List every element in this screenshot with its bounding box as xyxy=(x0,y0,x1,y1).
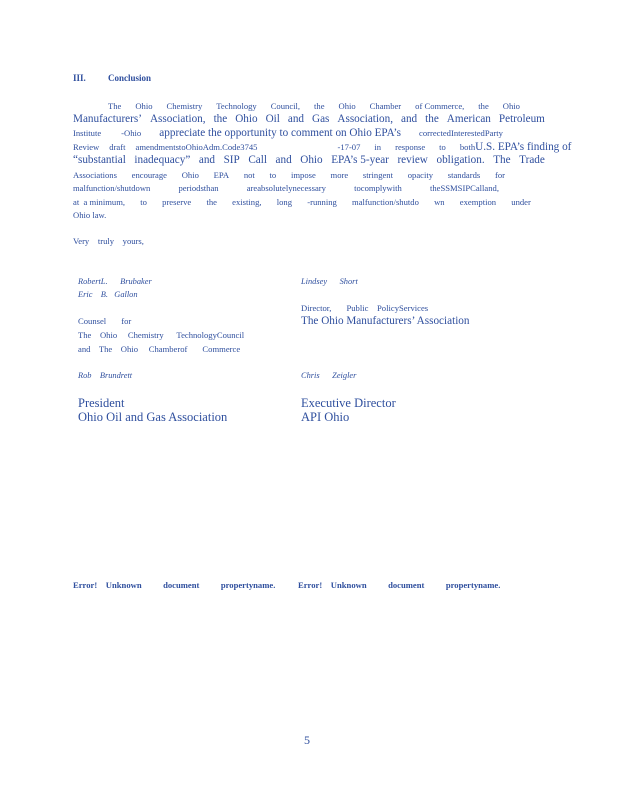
word: Ohio xyxy=(300,154,323,166)
word: Chemistry xyxy=(166,101,203,111)
signature-name-zeigler: Chris Zeigler xyxy=(301,371,357,380)
signature-name-brubaker: RobertL. Brubaker xyxy=(78,277,152,286)
word: Ohio xyxy=(181,170,199,180)
paragraph-line-8 xyxy=(73,197,531,207)
signature-org-manufacturers: The Ohio Manufacturers’ Association xyxy=(301,315,470,327)
word: The xyxy=(108,101,122,111)
word: to xyxy=(269,170,277,180)
word: standards xyxy=(447,170,481,180)
word: stringent xyxy=(362,170,393,180)
signature-title-president: President xyxy=(78,396,125,410)
word: -Ohio xyxy=(121,128,142,138)
word: Trade xyxy=(519,154,545,166)
paragraph-line-1 xyxy=(108,101,520,111)
word: Association, xyxy=(149,113,206,125)
word: the xyxy=(206,197,217,207)
signature-org-oil-gas: Ohio Oil and Gas Association xyxy=(78,410,228,424)
word: both xyxy=(459,142,476,152)
word: the xyxy=(478,101,489,111)
signature-org-api-ohio: API Ohio xyxy=(301,410,350,424)
word: areabsolutelynecessary xyxy=(246,183,326,193)
word: -running xyxy=(307,197,337,207)
word: Petroleum xyxy=(498,113,545,125)
signature-name-short: Lindsey Short xyxy=(301,277,358,286)
word: Ohio xyxy=(135,101,153,111)
word: opacity xyxy=(407,170,434,180)
word: more xyxy=(330,170,349,180)
word: EPA xyxy=(213,170,230,180)
word: Institute xyxy=(73,128,102,138)
footer-error-2: Error! Unknown document propertyname. xyxy=(298,580,501,590)
word: Chamber xyxy=(369,101,402,111)
page-number: 5 xyxy=(304,733,310,747)
word: malfunction/shutdown xyxy=(73,183,151,193)
signature-org-chamber: and The Ohio Chamberof Commerce xyxy=(78,344,241,354)
word: the xyxy=(213,113,228,125)
word: SIP xyxy=(223,154,240,166)
word: inadequacy” xyxy=(134,154,191,166)
word: for xyxy=(494,170,505,180)
word: amendmentstoOhioAdm.Code3745 xyxy=(135,142,258,152)
signature-title-counsel: Counsel for xyxy=(78,316,132,326)
word: periodsthan xyxy=(178,183,219,193)
word: and xyxy=(198,154,216,166)
word: existing, xyxy=(232,197,262,207)
signature-org-chemistry: The Ohio Chemistry TechnologyCouncil xyxy=(78,330,245,340)
word: exemption xyxy=(459,197,497,207)
signature-name-gallon: Eric B. Gallon xyxy=(78,290,138,299)
word: draft xyxy=(109,142,126,152)
section-number: III. xyxy=(73,73,86,83)
word: and xyxy=(275,154,292,166)
closing: Very truly yours, xyxy=(73,236,144,246)
word: of Commerce, xyxy=(415,101,465,111)
word: obligation. xyxy=(436,154,485,166)
word: Gas xyxy=(312,113,330,125)
word: at a minimum, xyxy=(73,197,126,207)
word: Ohio xyxy=(235,113,258,125)
word: encourage xyxy=(131,170,167,180)
paragraph-line-3-end: correctedInterestedParty xyxy=(419,128,503,138)
word: Association, xyxy=(337,113,394,125)
word: Review xyxy=(73,142,100,152)
paragraph-line-4-end: U.S. EPA’s finding of xyxy=(475,141,572,153)
word: long xyxy=(276,197,293,207)
paragraph-line-3 xyxy=(73,127,545,139)
signature-title-director: Director, Public PolicyServices xyxy=(301,303,429,313)
paragraph-line-5 xyxy=(73,154,545,166)
word: review xyxy=(397,154,428,166)
word: Ohio xyxy=(502,101,520,111)
signature-name-brundrett: Rob Brundrett xyxy=(78,371,133,380)
word: -17-07 xyxy=(337,142,361,152)
word: under xyxy=(511,197,531,207)
signature-title-executive-director: Executive Director xyxy=(301,396,396,410)
paragraph-line-4 xyxy=(73,141,572,153)
word: The xyxy=(493,154,511,166)
word: to xyxy=(140,197,147,207)
word: Council, xyxy=(270,101,301,111)
word: Manufacturers’ xyxy=(73,113,142,125)
word: malfunction/shutdo xyxy=(352,197,419,207)
word: theSSMSIPCalland, xyxy=(429,183,499,193)
word: the xyxy=(425,113,439,125)
paragraph-line-7 xyxy=(73,183,499,193)
word: preserve xyxy=(162,197,192,207)
section-title: Conclusion xyxy=(108,73,152,83)
word: Associations xyxy=(73,170,117,180)
word: tocomplywith xyxy=(354,183,402,193)
word: in xyxy=(374,142,382,152)
paragraph-line-3-mid: appreciate the opportunity to comment on Ohio EPA’s xyxy=(159,127,401,139)
word: Technology xyxy=(216,101,257,111)
word: and xyxy=(287,113,305,125)
word: Oil xyxy=(265,113,280,125)
word: impose xyxy=(290,170,316,180)
paragraph-line-6 xyxy=(73,170,505,180)
paragraph-line-9: Ohio law. xyxy=(73,210,107,220)
word: the xyxy=(314,101,325,111)
word: not xyxy=(243,170,255,180)
word: response xyxy=(395,142,426,152)
word: and xyxy=(401,113,418,125)
paragraph-line-2 xyxy=(73,113,545,125)
footer-error-1: Error! Unknown document propertyname. xyxy=(73,580,276,590)
word: Ohio xyxy=(338,101,356,111)
word: Call xyxy=(248,154,267,166)
word: to xyxy=(439,142,446,152)
word: EPA’s 5-year xyxy=(331,154,389,166)
word: American xyxy=(446,113,491,125)
word: “substantial xyxy=(73,154,126,166)
word: wn xyxy=(434,197,445,207)
